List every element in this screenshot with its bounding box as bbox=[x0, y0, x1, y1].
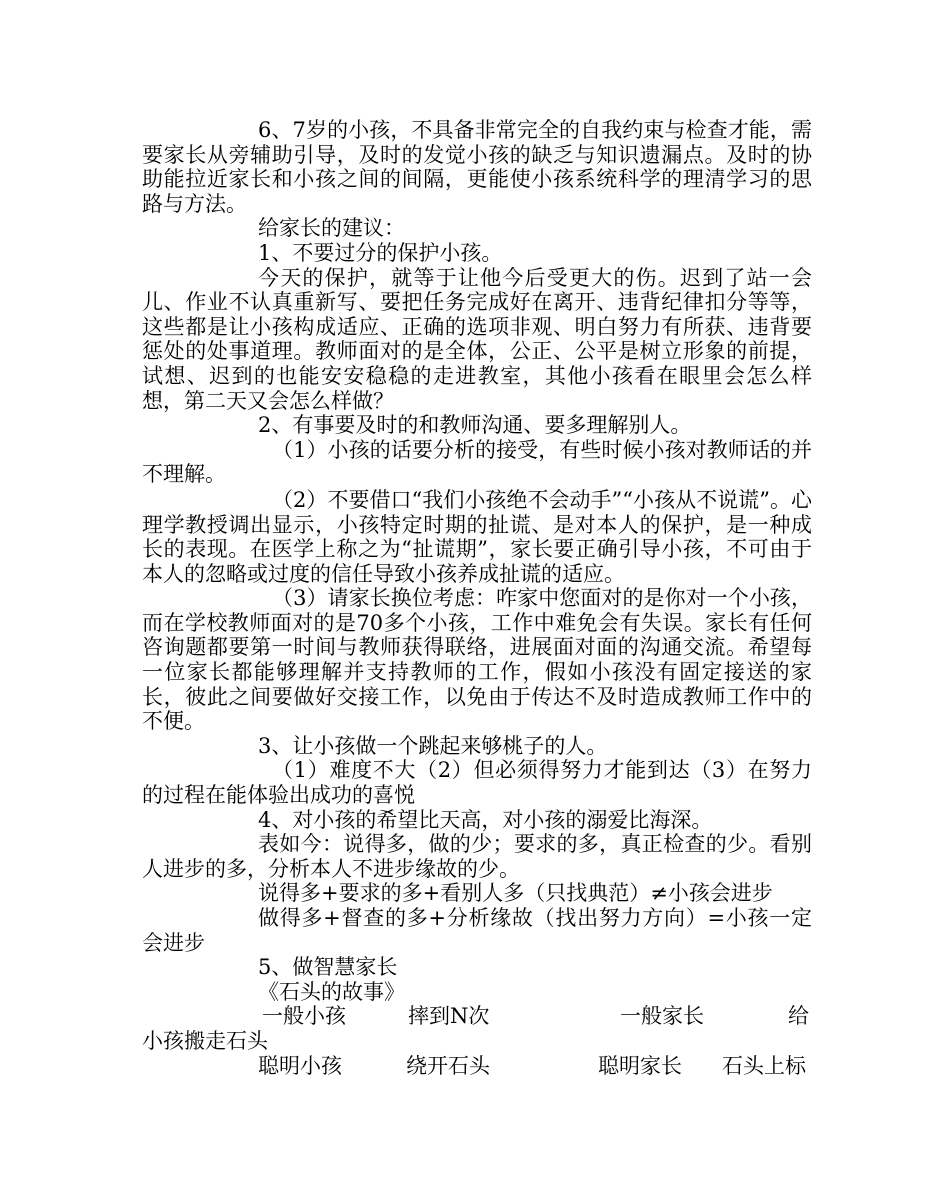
advice-4-body: 表如今：说得多，做的少；要求的多，真正检查的少。看别人进步的多，分析本人不进步缘故的少。 bbox=[142, 832, 812, 881]
advice-1-title: 1、不要过分的保护小孩。 bbox=[258, 240, 503, 265]
story-title: 《石头的故事》 bbox=[258, 979, 405, 1004]
story-row-2-parent-action: 石头上标 bbox=[722, 1053, 806, 1078]
advice-5-title: 5、做智慧家长 bbox=[258, 955, 398, 980]
story-row-2-child-action: 绕开石头 bbox=[406, 1053, 490, 1078]
story-row-1-wrap bbox=[142, 1029, 812, 1054]
story-row-2 bbox=[142, 1054, 812, 1079]
document-page bbox=[142, 118, 812, 1078]
advice-2-item-2: （2）不要借口“我们小孩绝不会动手”“小孩从不说谎”。心理学教授调出显示，小孩特定时期的扯谎、是对本人的保护，是一种成长的表现。在医学上称之为“扯谎期”，家长要正确引导小孩，不可由于本人的忽略或过度的信任导致小孩养成扯谎的适应。 bbox=[142, 487, 812, 586]
advice-3-title: 3、让小孩做一个跳起来够桃子的人。 bbox=[258, 733, 608, 758]
advice-1-body: 今天的保护，就等于让他今后受更大的伤。迟到了站一会儿、作业不认真重新写、要把任务完成好在离开、违背纪律扣分等等，这些都是让小孩构成适应、正确的选项非观、明白努力有所获、违背要惩处的处事道理。教师面对的是全体，公正、公平是树立形象的前提，试想、迟到的也能安安稳稳的走进教室，其他小孩看在眼里会怎么样想，第二天又会怎么样做？ bbox=[142, 265, 812, 413]
formula-negative: 说得多+要求的多+看别人多（只找典范）≠小孩会进步 bbox=[258, 881, 773, 906]
story-row-2-child: 聪明小孩 bbox=[258, 1053, 342, 1078]
heading-advice: 给家长的建议： bbox=[258, 216, 405, 241]
story-row-1-parent: 一般家长 bbox=[620, 1004, 704, 1029]
advice-2-title: 2、有事要及时的和教师沟通、要多理解别人。 bbox=[258, 413, 692, 438]
story-row-1-child-action: 摔到N次 bbox=[408, 1004, 490, 1029]
story-row-1-parent-action-cont: 小孩搬走石头 bbox=[142, 1028, 268, 1053]
advice-3-body: （1）难度不大（2）但必须得努力才能到达（3）在努力的过程在能体验出成功的喜悦 bbox=[142, 758, 812, 808]
story-row-1 bbox=[142, 1004, 812, 1029]
story-row-1-child: 一般小孩 bbox=[262, 1004, 346, 1029]
story-row-1-parent-action: 给 bbox=[788, 1004, 809, 1029]
advice-4-title: 4、对小孩的希望比天高，对小孩的溺爱比海深。 bbox=[258, 807, 713, 832]
advice-2-item-3: （3）请家长换位考虑：咋家中您面对的是你对一个小孩，而在学校教师面对的是70多个小孩，工作中难免会有失误。家长有任何咨询题都要第一时间与教师获得联络，进展面对面的沟通交流。希望每一位家长都能够理解并支持教师的工作，假如小孩没有固定接送的家长，彼此之间要做好交接工作，以免由于传达不及时造成教师工作中的不便。 bbox=[142, 586, 812, 734]
paragraph-intro: 6、7岁的小孩，不具备非常完全的自我约束与检查才能，需要家长从旁辅助引导，及时的发觉小孩的缺乏与知识遗漏点。及时的协助能拉近家长和小孩之间的间隔，更能使小孩系统科学的理清学习的思路与方法。 bbox=[142, 118, 812, 216]
story-row-2-parent: 聪明家长 bbox=[598, 1053, 682, 1078]
advice-2-item-1: （1）小孩的话要分析的接受，有些时候小孩对教师话的并不理解。 bbox=[142, 437, 812, 487]
formula-positive: 做得多+督查的多+分析缘故（找出努力方向）=小孩一定会进步 bbox=[142, 906, 812, 955]
